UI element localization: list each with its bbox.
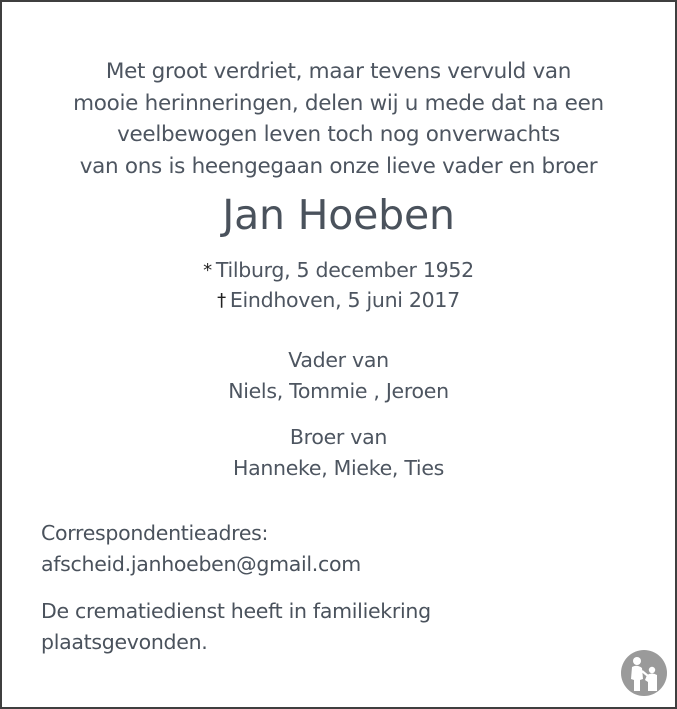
note-line: De crematiedienst heeft in familiekring bbox=[41, 599, 431, 623]
intro-text bbox=[2, 56, 675, 182]
birth-text: Tilburg, 5 december 1952 bbox=[215, 258, 474, 282]
brother-of-label: Broer van bbox=[289, 425, 388, 449]
father-of-label: Vader van bbox=[288, 348, 389, 372]
siblings-names: Hanneke, Mieke, Ties bbox=[232, 456, 445, 480]
intro-line: mooie herinneringen, delen wij u mede dat na een bbox=[73, 90, 604, 116]
children-names: Niels, Tommie , Jeroen bbox=[228, 379, 449, 403]
brother-of-block bbox=[2, 422, 675, 484]
birth-star-icon: * bbox=[203, 260, 212, 281]
correspondence-block bbox=[41, 518, 361, 580]
death-text: Eindhoven, 5 juni 2017 bbox=[229, 288, 460, 312]
deceased-name: Jan Hoeben bbox=[222, 191, 455, 239]
cremation-note bbox=[41, 596, 431, 658]
note-line: plaatsgevonden. bbox=[41, 630, 208, 654]
correspondence-label: Correspondentieadres: bbox=[41, 521, 269, 545]
father-of-block bbox=[2, 345, 675, 407]
dates bbox=[2, 256, 675, 316]
intro-line: veelbewogen leven toch nog onverwachts bbox=[117, 122, 560, 147]
intro-line: van ons is heengegaan onze lieve vader en broer bbox=[79, 153, 598, 179]
memorial-figure-icon bbox=[620, 649, 668, 697]
intro-line: Met groot verdriet, maar tevens vervuld van bbox=[105, 59, 572, 84]
death-cross-icon: † bbox=[217, 290, 226, 311]
death-line bbox=[2, 286, 675, 316]
birth-line bbox=[2, 256, 675, 286]
correspondence-email: afscheid.janhoeben@gmail.com bbox=[41, 552, 361, 576]
